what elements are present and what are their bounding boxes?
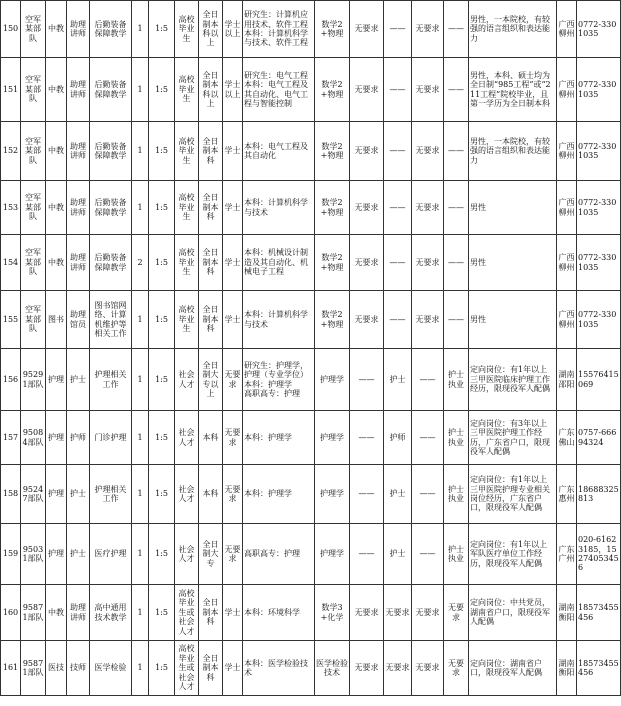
requirement-2: —— xyxy=(384,122,412,181)
location: 广东惠州 xyxy=(557,465,577,524)
source: 社会人才 xyxy=(175,349,199,411)
degree: 学士 xyxy=(223,181,243,235)
degree: 无要求 xyxy=(223,411,243,465)
category: 中教 xyxy=(46,235,67,291)
source: 高校毕业生 xyxy=(175,122,199,181)
row-number: 157 xyxy=(1,411,21,465)
exam-subject: 数学2+物理 xyxy=(315,235,350,291)
table-row xyxy=(1,58,621,122)
major: 本科：环境科学 xyxy=(243,585,315,641)
exam-subject: 数学2+物理 xyxy=(315,58,350,122)
requirement-1: 无要求 xyxy=(350,641,384,696)
requirement-1: —— xyxy=(350,465,384,524)
requirement-4: —— xyxy=(444,235,469,291)
post-duty: 后勤装备保障教学 xyxy=(90,122,132,181)
exam-subject: 数学2+物理 xyxy=(315,291,350,349)
exam-subject: 数学2+物理 xyxy=(315,1,350,58)
post-duty: 医疗护理 xyxy=(90,524,132,585)
requirement-2: 护师 xyxy=(384,411,412,465)
education: 本科 xyxy=(199,411,223,465)
requirement-4: 无要求 xyxy=(444,641,469,696)
ratio: 1:5 xyxy=(149,235,175,291)
requirement-2: —— xyxy=(384,235,412,291)
location: 广东佛山 xyxy=(557,411,577,465)
category: 中教 xyxy=(46,58,67,122)
note: 定向岗位：有1年以上三甲医院临床护理工作经历，限现役军人配偶 xyxy=(469,349,557,411)
unit-name: 95291部队 xyxy=(21,349,46,411)
exam-subject: 护理学 xyxy=(315,524,350,585)
requirement-2: 护士 xyxy=(384,465,412,524)
major: 本科：机械设计制造及其自动化、机械电子工程 xyxy=(243,235,315,291)
unit-name: 空军某部队 xyxy=(21,181,46,235)
requirement-1: 无要求 xyxy=(350,58,384,122)
requirement-2: 护士 xyxy=(384,349,412,411)
post-duty: 护理相关工作 xyxy=(90,349,132,411)
ratio: 1:5 xyxy=(149,585,175,641)
exam-subject: 护理学 xyxy=(315,465,350,524)
category: 图书 xyxy=(46,291,67,349)
job-title: 助理讲师 xyxy=(67,1,90,58)
location: 湖南邵阳 xyxy=(557,349,577,411)
major: 本科：计算机科学与技术 xyxy=(243,291,315,349)
ratio: 1:5 xyxy=(149,524,175,585)
exam-subject: 医学检验技术 xyxy=(315,641,350,696)
location: 广西柳州 xyxy=(557,122,577,181)
requirement-4: —— xyxy=(444,291,469,349)
ratio: 1:5 xyxy=(149,122,175,181)
job-title: 护士 xyxy=(67,349,90,411)
degree: 学士以上 xyxy=(223,1,243,58)
source: 高校毕业生 xyxy=(175,58,199,122)
degree: 学士 xyxy=(223,235,243,291)
requirement-2: —— xyxy=(384,58,412,122)
ratio: 1:5 xyxy=(149,465,175,524)
post-duty: 后勤装备保障教学 xyxy=(90,1,132,58)
education: 全日制本科 xyxy=(199,122,223,181)
note: 定向岗位：有3年以上三甲医院护理工作经历，广东省户口，限现役军人配偶 xyxy=(469,411,557,465)
note: 男性 xyxy=(469,181,557,235)
table-row xyxy=(1,122,621,181)
major: 研究生：电气工程 本科：电气工程及其自动化、电气工程与智能控制 xyxy=(243,58,315,122)
ratio: 1:5 xyxy=(149,349,175,411)
post-duty: 后勤装备保障教学 xyxy=(90,181,132,235)
note: 定向岗位：湖南省户口，限现役军人配偶 xyxy=(469,641,557,696)
quantity: 1 xyxy=(132,524,149,585)
source: 社会人才 xyxy=(175,524,199,585)
requirement-3: —— xyxy=(412,524,444,585)
source: 高校毕业生 xyxy=(175,181,199,235)
exam-subject: 护理学 xyxy=(315,411,350,465)
requirement-3: —— xyxy=(412,465,444,524)
education: 全日制本科以上 xyxy=(199,58,223,122)
quantity: 1 xyxy=(132,641,149,696)
exam-subject: 数学3+化学 xyxy=(315,585,350,641)
post-duty: 护理相关工作 xyxy=(90,465,132,524)
phone: 0772-3301035 xyxy=(577,291,621,349)
location: 广东广州 xyxy=(557,524,577,585)
exam-subject: 数学2+物理 xyxy=(315,181,350,235)
note: 男性，一本院校，有较强的语言组织和表达能力 xyxy=(469,1,557,58)
post-duty: 后勤装备保障教学 xyxy=(90,235,132,291)
note: 定向岗位：中共党员，湖南省户口，限现役军人配偶 xyxy=(469,585,557,641)
unit-name: 空军某部队 xyxy=(21,235,46,291)
major: 本科：护理学 xyxy=(243,465,315,524)
job-title: 助理讲师 xyxy=(67,585,90,641)
table-row xyxy=(1,585,621,641)
table-row xyxy=(1,181,621,235)
location: 广西柳州 xyxy=(557,181,577,235)
unit-name: 空军某部队 xyxy=(21,1,46,58)
requirement-1: 无要求 xyxy=(350,291,384,349)
degree: 学士 xyxy=(223,641,243,696)
major: 本科：医学检验技术 xyxy=(243,641,315,696)
education: 全日制本科 xyxy=(199,181,223,235)
requirement-3: 无要求 xyxy=(412,122,444,181)
post-duty: 门诊护理 xyxy=(90,411,132,465)
row-number: 158 xyxy=(1,465,21,524)
location: 广西柳州 xyxy=(557,291,577,349)
phone: 0772-3301035 xyxy=(577,58,621,122)
requirement-4: 护士执业 xyxy=(444,524,469,585)
unit-name: 95031部队 xyxy=(21,524,46,585)
category: 护理 xyxy=(46,349,67,411)
phone: 020-61623185，15274053456 xyxy=(577,524,621,585)
major: 研究生：护理学，护理（专业学位） 本科：护理学 高职高专：护理 xyxy=(243,349,315,411)
location: 广西柳州 xyxy=(557,1,577,58)
row-number: 156 xyxy=(1,349,21,411)
category: 中教 xyxy=(46,1,67,58)
unit-name: 空军某部队 xyxy=(21,58,46,122)
education: 全日制大专以上 xyxy=(199,349,223,411)
requirement-4: 无要求 xyxy=(444,585,469,641)
job-title: 助理讲师 xyxy=(67,122,90,181)
requirement-2: —— xyxy=(384,181,412,235)
requirement-4: —— xyxy=(444,122,469,181)
ratio: 1:5 xyxy=(149,58,175,122)
requirement-2: 无要求 xyxy=(384,641,412,696)
category: 护理 xyxy=(46,411,67,465)
requirement-1: 无要求 xyxy=(350,1,384,58)
row-number: 151 xyxy=(1,58,21,122)
category: 中教 xyxy=(46,122,67,181)
education: 全日制大专 xyxy=(199,524,223,585)
quantity: 1 xyxy=(132,465,149,524)
post-duty: 医学检验 xyxy=(90,641,132,696)
quantity: 1 xyxy=(132,349,149,411)
note: 男性，本科、硕士均为全日制“985工程”或“211工程”院校毕业，且第一学历为全日制本科 xyxy=(469,58,557,122)
row-number: 159 xyxy=(1,524,21,585)
table-row xyxy=(1,349,621,411)
post-duty: 后勤装备保障教学 xyxy=(90,58,132,122)
source: 高校毕业生 xyxy=(175,235,199,291)
requirement-2: —— xyxy=(384,291,412,349)
requirement-3: 无要求 xyxy=(412,181,444,235)
unit-name: 空军某部队 xyxy=(21,122,46,181)
location: 湖南衡阳 xyxy=(557,641,577,696)
requirement-3: —— xyxy=(412,411,444,465)
education: 全日制本科 xyxy=(199,585,223,641)
requirement-3: 无要求 xyxy=(412,235,444,291)
major: 本科：护理学 xyxy=(243,411,315,465)
source: 高校毕业生 xyxy=(175,1,199,58)
major: 研究生：计算机应用技术、软件工程 本科：计算机科学与技术、软件工程 xyxy=(243,1,315,58)
requirement-2: —— xyxy=(384,1,412,58)
phone: 0772-3301035 xyxy=(577,1,621,58)
category: 护理 xyxy=(46,524,67,585)
ratio: 1:5 xyxy=(149,411,175,465)
source: 高校毕业生 xyxy=(175,291,199,349)
phone: 15576415069 xyxy=(577,349,621,411)
exam-subject: 护理学 xyxy=(315,349,350,411)
unit-name: 95084部队 xyxy=(21,411,46,465)
phone: 18688325813 xyxy=(577,465,621,524)
quantity: 2 xyxy=(132,235,149,291)
education: 本科 xyxy=(199,465,223,524)
requirement-1: 无要求 xyxy=(350,235,384,291)
unit-name: 空军某部队 xyxy=(21,291,46,349)
category: 中教 xyxy=(46,585,67,641)
location: 广西柳州 xyxy=(557,235,577,291)
job-title: 助理馆员 xyxy=(67,291,90,349)
job-title: 护师 xyxy=(67,411,90,465)
category: 中教 xyxy=(46,181,67,235)
requirement-1: 无要求 xyxy=(350,585,384,641)
phone: 0757-66694324 xyxy=(577,411,621,465)
major: 高职高专：护理 xyxy=(243,524,315,585)
requirement-1: 无要求 xyxy=(350,122,384,181)
requirement-3: 无要求 xyxy=(412,585,444,641)
requirement-3: 无要求 xyxy=(412,291,444,349)
phone: 18573455456 xyxy=(577,641,621,696)
degree: 学士 xyxy=(223,291,243,349)
degree: 学士以上 xyxy=(223,58,243,122)
quantity: 1 xyxy=(132,411,149,465)
unit-name: 95871部队 xyxy=(21,641,46,696)
note: 男性 xyxy=(469,291,557,349)
quantity: 1 xyxy=(132,1,149,58)
quantity: 1 xyxy=(132,122,149,181)
requirement-4: 护士执业 xyxy=(444,349,469,411)
table-row xyxy=(1,524,621,585)
ratio: 1:5 xyxy=(149,291,175,349)
note: 定向岗位：有1年以上三甲医院护理专业相关岗位经历，广东省户口，限现役军人配偶 xyxy=(469,465,557,524)
quantity: 1 xyxy=(132,585,149,641)
job-title: 护士 xyxy=(67,524,90,585)
degree: 无要求 xyxy=(223,524,243,585)
row-number: 150 xyxy=(1,1,21,58)
requirement-3: —— xyxy=(412,349,444,411)
degree: 无要求 xyxy=(223,465,243,524)
post-duty: 图书馆网络、计算机维护等相关工作 xyxy=(90,291,132,349)
phone: 0772-3301035 xyxy=(577,181,621,235)
education: 全日制本科 xyxy=(199,641,223,696)
requirement-1: —— xyxy=(350,349,384,411)
ratio: 1:5 xyxy=(149,181,175,235)
row-number: 160 xyxy=(1,585,21,641)
phone: 18573455456 xyxy=(577,585,621,641)
job-title: 助理讲师 xyxy=(67,58,90,122)
job-title: 护士 xyxy=(67,465,90,524)
unit-name: 95247部队 xyxy=(21,465,46,524)
major: 本科：电气工程及其自动化 xyxy=(243,122,315,181)
requirement-1: —— xyxy=(350,524,384,585)
table-row xyxy=(1,235,621,291)
degree: 无要求 xyxy=(223,349,243,411)
job-title: 技师 xyxy=(67,641,90,696)
requirement-1: 无要求 xyxy=(350,181,384,235)
note: 男性 xyxy=(469,235,557,291)
requirement-3: 无要求 xyxy=(412,641,444,696)
row-number: 155 xyxy=(1,291,21,349)
requirement-4: 护士执业 xyxy=(444,411,469,465)
education: 全日制本科以上 xyxy=(199,1,223,58)
education: 全日制本科 xyxy=(199,291,223,349)
table-row xyxy=(1,641,621,696)
degree: 学士 xyxy=(223,585,243,641)
table-row xyxy=(1,411,621,465)
location: 广西柳州 xyxy=(557,58,577,122)
source: 社会人才 xyxy=(175,411,199,465)
table-row xyxy=(1,291,621,349)
phone: 0772-3301035 xyxy=(577,122,621,181)
note: 男性，一本院校，有较强的语言组织和表达能力 xyxy=(469,122,557,181)
row-number: 153 xyxy=(1,181,21,235)
table-row xyxy=(1,1,621,58)
row-number: 161 xyxy=(1,641,21,696)
requirement-2: 护士 xyxy=(384,524,412,585)
quantity: 1 xyxy=(132,291,149,349)
post-duty: 高中通用技术教学 xyxy=(90,585,132,641)
category: 护理 xyxy=(46,465,67,524)
requirement-4: 护士执业 xyxy=(444,465,469,524)
row-number: 152 xyxy=(1,122,21,181)
phone: 0772-3301035 xyxy=(577,235,621,291)
note: 定向岗位：有1年以上军队医疗单位工作经历，限现役军人配偶 xyxy=(469,524,557,585)
requirement-1: —— xyxy=(350,411,384,465)
requirement-2: 无要求 xyxy=(384,585,412,641)
quantity: 1 xyxy=(132,58,149,122)
row-number: 154 xyxy=(1,235,21,291)
education: 全日制本科 xyxy=(199,235,223,291)
quantity: 1 xyxy=(132,181,149,235)
requirement-4: —— xyxy=(444,181,469,235)
requirement-3: 无要求 xyxy=(412,58,444,122)
unit-name: 95871部队 xyxy=(21,585,46,641)
exam-subject: 数学2+物理 xyxy=(315,122,350,181)
job-title: 助理讲师 xyxy=(67,235,90,291)
job-title: 助理讲师 xyxy=(67,181,90,235)
requirement-4: —— xyxy=(444,1,469,58)
source: 高校毕业生或社会人才 xyxy=(175,585,199,641)
degree: 学士 xyxy=(223,122,243,181)
requirement-3: 无要求 xyxy=(412,1,444,58)
location: 湖南衡阳 xyxy=(557,585,577,641)
source: 社会人才 xyxy=(175,465,199,524)
requirement-4: —— xyxy=(444,58,469,122)
category: 医技 xyxy=(46,641,67,696)
ratio: 1:5 xyxy=(149,641,175,696)
ratio: 1:5 xyxy=(149,1,175,58)
major: 本科：计算机科学与技术 xyxy=(243,181,315,235)
source: 高校毕业生或社会人才 xyxy=(175,641,199,696)
table-row xyxy=(1,465,621,524)
